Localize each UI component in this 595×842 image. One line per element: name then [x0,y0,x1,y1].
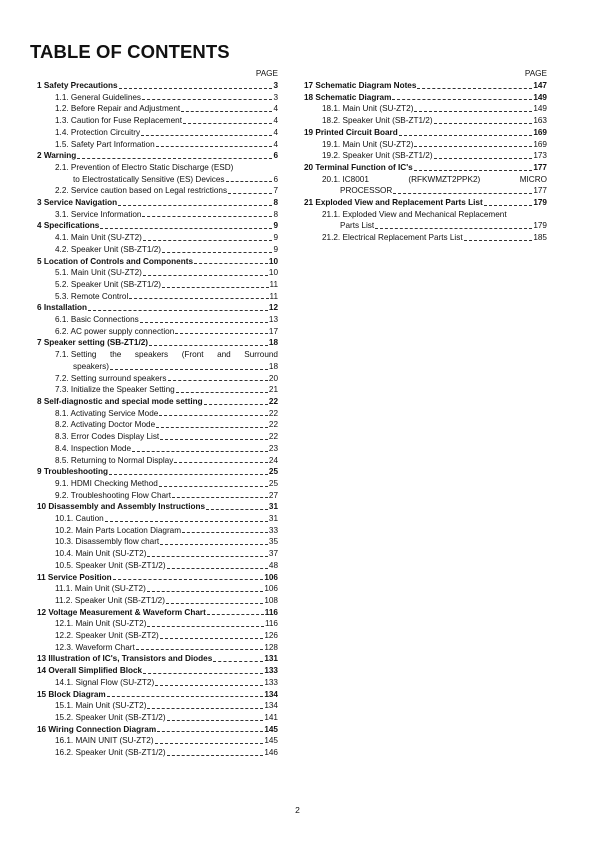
toc-entry-title: 11.1. Main Unit (SU-ZT2) [55,584,146,594]
toc-entry-page: 116 [264,607,278,617]
toc-entry[interactable] [304,174,547,197]
toc-entry-title: 1.3. Caution for Fuse Replacement [55,116,182,126]
dot-leader [77,158,272,159]
toc-chapter[interactable] [37,466,278,478]
toc-entry-title: 12 Voltage Measurement & Waveform Chart [37,607,206,617]
toc-entry-page: 9 [273,244,278,254]
toc-entry-title: 19 Printed Circuit Board [304,127,398,137]
toc-entry-title: 10.5. Speaker Unit (SB-ZT1/2) [55,560,166,570]
toc-entry-page: 33 [268,525,278,535]
toc-entry-page: 185 [533,233,547,243]
dot-leader [166,603,263,604]
dot-leader [160,439,268,440]
dot-leader [392,99,532,100]
toc-chapter[interactable] [304,127,547,139]
dot-leader [100,228,272,229]
toc-entry-page: 9 [273,221,278,231]
toc-entry-page: 106 [264,572,278,582]
toc-entry-title: 10.3. Disassembly flow chart [55,537,160,547]
toc-chapter[interactable] [37,665,278,677]
dot-leader [155,685,263,686]
toc-entry-title: 8.3. Error Codes Display List [55,432,160,442]
toc-section[interactable] [37,408,278,420]
toc-entry-title: 20 Terminal Function of IC's [304,162,413,172]
toc-entry-page: 22 [268,396,278,406]
toc-entry-title: 11 Service Position [37,572,112,582]
dot-leader [160,544,268,545]
toc-entry-page: 18 [268,361,278,371]
toc-chapter[interactable] [37,501,278,513]
toc-section[interactable] [37,326,278,338]
toc-chapter[interactable] [37,724,278,736]
toc-entry-title: 8.2. Activating Doctor Mode [55,420,156,430]
toc-section[interactable] [37,618,278,630]
toc-chapter[interactable] [37,607,278,619]
toc-entry-page: 7 [273,186,278,196]
dot-leader [434,158,533,159]
toc-entry-title: 3 Service Navigation [37,198,118,208]
toc-entry-title: 8.5. Returning to Normal Display [55,455,174,465]
toc-entry-title: 8.4. Inspection Mode [55,443,132,453]
dot-leader [393,193,532,194]
toc-entry-title: 18 Schematic Diagram [304,92,392,102]
toc-entry-title: 5 Location of Controls and Components [37,256,194,266]
toc-section[interactable] [37,595,278,607]
toc-section[interactable] [304,139,547,151]
dot-leader [147,556,267,557]
toc-entry-word: MICRO [519,174,547,184]
dot-leader [113,579,264,580]
toc-section[interactable] [37,103,278,115]
toc-entry-title: 6.2. AC power supply connection [55,326,175,336]
dot-leader [484,205,533,206]
dot-leader [182,532,268,533]
toc-chapter[interactable] [304,197,547,209]
toc-entry-page: 6 [273,174,278,184]
toc-entry-title: 14.1. Signal Flow (SU-ZT2) [55,677,155,687]
toc-section[interactable] [37,700,278,712]
toc-section[interactable] [304,232,547,244]
dot-leader [159,415,268,416]
toc-entry-page: 108 [264,595,278,605]
dot-leader [464,240,533,241]
toc-entry-title: 18.2. Speaker Unit (SB-ZT1/2) [322,116,433,126]
toc-entry-page: 31 [268,514,278,524]
dot-leader [157,731,263,732]
toc-entry-title: 21.2. Electrical Replacement Parts List [322,233,463,243]
toc-chapter[interactable] [37,653,278,665]
dot-leader [228,193,272,194]
toc-chapter[interactable] [37,689,278,701]
toc-entry-title: 8.1. Activating Service Mode [55,408,159,418]
toc-entry-page: 106 [264,584,278,594]
toc-entry-title: 17 Schematic Diagram Notes [304,81,417,90]
toc-section[interactable] [37,443,278,455]
dot-leader [159,486,268,487]
dot-leader [142,99,272,100]
dot-leader [147,591,263,592]
toc-section[interactable] [37,747,278,759]
toc-entry-word: speakers [134,350,169,360]
dot-leader [167,720,264,721]
toc-entry-continuation [55,361,278,373]
toc-entry-page: 9 [273,233,278,243]
toc-entry-page: 147 [533,81,547,90]
toc-entry-page: 3 [273,81,278,90]
toc-entry-title: 19.1. Main Unit (SU-ZT2) [322,139,414,149]
toc-entry-title: 10.2. Main Parts Location Diagram [55,525,182,535]
dot-leader [176,392,268,393]
toc-entry-word: (Front [181,350,204,360]
toc-entry-title: 19.2. Speaker Unit (SB-ZT1/2) [322,151,433,161]
toc-entry-title: 7.3. Initialize the Speaker Setting [55,385,175,395]
toc-entry-page: 24 [268,455,278,465]
toc-chapter[interactable] [37,80,278,92]
toc-section[interactable] [37,209,278,221]
toc-entry-page: 25 [268,467,278,477]
toc-section[interactable] [37,536,278,548]
toc-entry-word: 7.1. Setting [55,350,97,360]
page-column-header: PAGE [524,69,547,78]
toc-entry-page: 6 [273,151,278,161]
toc-entry-title: Parts List [340,221,375,231]
toc-entry-title: 13 Illustration of IC's, Transistors and Diodes [37,654,213,664]
toc-entry-title: PROCESSOR [340,186,393,196]
toc-entry-page: 8 [273,209,278,219]
toc-section[interactable] [37,712,278,724]
toc-entry-word: 20.1. IC8001 [322,174,369,184]
toc-entry-page: 134 [264,689,278,699]
toc-entry-page: 145 [264,736,278,746]
toc-entry-title: speakers) [73,361,109,371]
toc-section[interactable] [37,185,278,197]
dot-leader [434,123,533,124]
toc-section[interactable] [304,115,547,127]
toc-entry-page: 10 [268,256,278,266]
toc-entry-title: 6.1. Basic Connections [55,315,139,325]
toc-entry-page: 11 [269,291,278,301]
toc-section[interactable] [37,127,278,139]
toc-entry-page: 177 [533,162,547,172]
toc-chapter[interactable] [304,92,547,104]
dot-leader [414,146,532,147]
toc-entry-title: 18.1. Main Unit (SU-ZT2) [322,104,414,114]
dot-leader [206,509,268,510]
toc-entry-page: 3 [273,92,278,102]
toc-entry-title: 5.3. Remote Control [55,291,129,301]
toc-entry-title: 15 Block Diagram [37,689,106,699]
toc-section[interactable] [37,735,278,747]
toc-entry-page: 131 [264,654,278,664]
toc-entry-title: 12.3. Waveform Chart [55,642,135,652]
dot-leader [118,205,272,206]
toc-entry-page: 17 [268,326,278,336]
toc-entry-title: 2 Warning [37,151,77,161]
toc-entry-page: 149 [533,104,547,114]
toc-section[interactable] [37,139,278,151]
toc-chapter[interactable] [37,337,278,349]
toc-entry-page: 169 [533,127,547,137]
toc-entry-word: and [217,350,231,360]
toc-entry-page: 13 [268,315,278,325]
toc-entry-page: 179 [533,221,547,231]
toc-entry-title: 15.2. Speaker Unit (SB-ZT1/2) [55,712,166,722]
toc-entry-title: 11.2. Speaker Unit (SB-ZT1/2) [55,595,165,605]
dot-leader [147,708,263,709]
toc-section[interactable] [37,455,278,467]
toc-section[interactable] [37,92,278,104]
toc-section[interactable] [304,150,547,162]
toc-entry-page: 179 [533,198,547,208]
toc-chapter[interactable] [37,396,278,408]
toc-section[interactable] [37,513,278,525]
toc-entry-page: 31 [268,502,278,512]
toc-entry-page: 133 [264,677,278,687]
toc-entry-title: 5.2. Speaker Unit (SB-ZT1/2) [55,279,162,289]
toc-entry-title: 8 Self-diagnostic and special mode setting [37,396,203,406]
dot-leader [136,649,264,650]
toc-section[interactable] [37,384,278,396]
toc-chapter[interactable] [304,162,547,174]
dot-leader [110,369,268,370]
toc-entry-title: 9.2. Troubleshooting Flow Chart [55,490,172,500]
toc-section[interactable] [37,560,278,572]
page-column-header: PAGE [255,69,278,78]
toc-section[interactable] [37,630,278,642]
dot-leader [149,345,268,346]
toc-right-column [304,68,547,244]
dot-leader [143,275,268,276]
toc-entry-page: 169 [533,139,547,149]
toc-section[interactable] [37,267,278,279]
toc-entry-page: 27 [268,490,278,500]
toc-entry-title: 15.1. Main Unit (SU-ZT2) [55,701,147,711]
toc-entry-title: 1.2. Before Repair and Adjustment [55,104,181,114]
toc-entry-page: 134 [264,701,278,711]
dot-leader [174,462,268,463]
toc-entry-page: 146 [264,748,278,758]
toc-chapter[interactable] [37,302,278,314]
dot-leader [168,380,268,381]
toc-chapter[interactable] [37,150,278,162]
dot-leader [156,427,268,428]
toc-entry-title: 1.1. General Guidelines [55,92,142,102]
toc-section[interactable] [37,677,278,689]
toc-entry-title: 10.1. Caution [55,514,104,524]
toc-entry-page: 128 [264,642,278,652]
toc-entry-title: 4.1. Main Unit (SU-ZT2) [55,233,142,243]
toc-entry-continuation [322,185,547,197]
toc-section[interactable] [37,525,278,537]
dot-leader [155,743,264,744]
toc-entry[interactable] [37,349,278,372]
toc-section[interactable] [304,103,547,115]
dot-leader [417,88,532,89]
toc-entry-page: 126 [264,631,278,641]
page-number: 2 [295,805,300,815]
dot-leader [105,521,268,522]
toc-entry-page: 10 [268,268,278,278]
toc-section[interactable] [37,431,278,443]
toc-entry-title: 9.1. HDMI Checking Method [55,478,158,488]
dot-leader [162,287,268,288]
dot-leader [143,240,273,241]
toc-entry-title: 7.2. Setting surround speakers [55,373,167,383]
dot-leader [142,216,272,217]
toc-entry-continuation [55,174,278,186]
toc-entry-page: 22 [268,408,278,418]
dot-leader [183,123,272,124]
toc-entry-title: 5.1. Main Unit (SU-ZT2) [55,268,142,278]
toc-entry-title: 3.1. Service Information [55,209,142,219]
page-title: TABLE OF CONTENTS [30,41,230,62]
toc-entry-page: 116 [264,619,278,629]
toc-entry-page: 133 [264,666,278,676]
toc-entry-page: 37 [268,549,278,559]
toc-entry-page: 173 [533,151,547,161]
toc-chapter[interactable] [37,256,278,268]
toc-entry-title: 4 Specifications [37,221,100,231]
toc-entry-title: 9 Troubleshooting [37,467,108,477]
dot-leader [156,146,273,147]
toc-entry-page: 4 [273,127,278,137]
toc-entry-title: 14 Overall Simplified Block [37,666,143,676]
dot-leader [226,181,273,182]
toc-section[interactable] [37,115,278,127]
toc-entry-page: 163 [533,116,547,126]
toc-entry-title: 1.4. Protection Circuitry [55,127,141,137]
toc-entry-page: 20 [268,373,278,383]
toc-section[interactable] [37,548,278,560]
toc-entry-page: 4 [273,116,278,126]
toc-entry-title: 16.2. Speaker Unit (SB-ZT1/2) [55,748,166,758]
dot-leader [147,626,263,627]
toc-entry-page: 4 [273,139,278,149]
dot-leader [414,111,532,112]
dot-leader [175,333,268,334]
toc-entry-page: 18 [268,338,278,348]
toc-chapter[interactable] [37,197,278,209]
dot-leader [167,755,264,756]
toc-entry-page: 177 [533,186,547,196]
toc-entry-title: 10 Disassembly and Assembly Instructions [37,502,206,512]
dot-leader [160,638,264,639]
toc-section[interactable] [37,279,278,291]
dot-leader [194,263,268,264]
toc-entry-title: 21 Exploded View and Replacement Parts List [304,198,483,208]
toc-entry-page: 23 [268,443,278,453]
toc-entry-word: Surround [244,350,278,360]
toc-entry-page: 25 [268,478,278,488]
dot-leader [162,252,272,253]
toc-entry-title: 1 Safety Precautions [37,81,118,90]
toc-entry-page: 141 [264,712,278,722]
toc-entry-title-line: 21.1. Exploded View and Mechanical Replacement [322,209,507,219]
dot-leader [119,88,273,89]
toc-entry-title-line: 2.1. Prevention of Electro Static Discharge (ESD) [55,162,234,172]
toc-entry-page: 149 [533,92,547,102]
dot-leader [140,322,268,323]
toc-entry-title: to Electrostatically Sensitive (ES) Devices [73,174,225,184]
toc-entry-title: 12.2. Speaker Unit (SB-ZT2) [55,631,159,641]
dot-leader [109,474,268,475]
dot-leader [172,497,268,498]
dot-leader [167,568,268,569]
toc-left-column [37,68,278,759]
toc-entry-title: 2.2. Service caution based on Legal restrictions [55,186,228,196]
toc-entry-title: 4.2. Speaker Unit (SB-ZT1/2) [55,244,162,254]
toc-entry-title-line [55,349,278,361]
dot-leader [204,404,268,405]
dot-leader [399,135,533,136]
toc-section[interactable] [37,314,278,326]
toc-entry-page: 8 [273,198,278,208]
dot-leader [88,310,268,311]
toc-section[interactable] [37,583,278,595]
toc-entry-page: 48 [268,560,278,570]
toc-section[interactable] [37,373,278,385]
toc-entry-title: 10.4. Main Unit (SU-ZT2) [55,549,147,559]
toc-entry-page: 21 [268,385,278,395]
dot-leader [181,111,272,112]
toc-entry-word: (RFKWMZT2PPK2) [408,174,481,184]
toc-entry-title: 12.1. Main Unit (SU-ZT2) [55,619,147,629]
dot-leader [132,451,268,452]
toc-entry-title: 16.1. MAIN UNIT (SU-ZT2) [55,736,154,746]
toc-chapter[interactable] [304,80,547,92]
toc-entry-continuation [322,220,547,232]
toc-entry-title: 1.5. Safety Part Information [55,139,155,149]
dot-leader [207,614,264,615]
dot-leader [143,673,263,674]
toc-section[interactable] [37,244,278,256]
toc-section[interactable] [37,478,278,490]
dot-leader [141,135,272,136]
dot-leader [213,661,263,662]
toc-chapter[interactable] [37,572,278,584]
toc-entry[interactable] [37,162,278,185]
dot-leader [375,228,532,229]
toc-entry-title: 7 Speaker setting (SB-ZT1/2) [37,338,149,348]
toc-section[interactable] [37,232,278,244]
dot-leader [107,696,264,697]
toc-entry-page: 145 [264,724,278,734]
toc-section[interactable] [37,291,278,303]
toc-entry-title-line [322,174,547,186]
toc-entry-word: the [109,350,122,360]
toc-entry-title: 6 Installation [37,303,88,313]
toc-entry[interactable] [304,209,547,232]
toc-section[interactable] [37,419,278,431]
toc-entry-page: 4 [273,104,278,114]
toc-entry-page: 35 [268,537,278,547]
toc-entry-title: 16 Wiring Connection Diagram [37,724,157,734]
toc-entry-page: 11 [269,279,278,289]
dot-leader [414,170,533,171]
toc-chapter[interactable] [37,220,278,232]
dot-leader [129,298,268,299]
toc-entry-page: 22 [268,420,278,430]
toc-entry-page: 12 [268,303,278,313]
toc-section[interactable] [37,642,278,654]
toc-section[interactable] [37,490,278,502]
toc-entry-page: 22 [268,432,278,442]
